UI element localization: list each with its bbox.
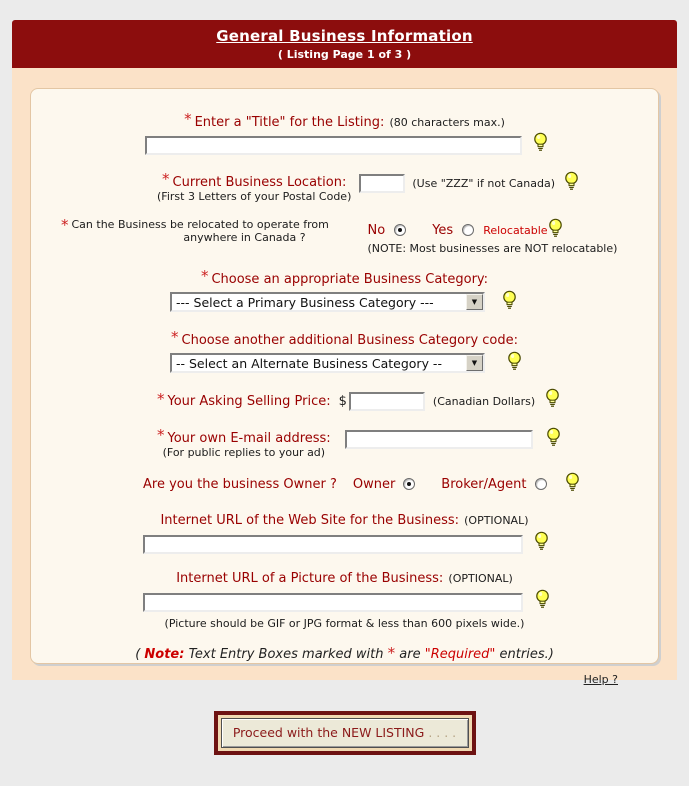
title-field-row bbox=[145, 132, 644, 158]
help-lightbulb-icon[interactable] bbox=[546, 427, 561, 447]
help-line bbox=[45, 668, 644, 687]
website-field-label-row bbox=[45, 509, 644, 528]
email-input[interactable] bbox=[345, 430, 533, 449]
website-url-input[interactable] bbox=[143, 535, 523, 554]
picture-url-input[interactable] bbox=[143, 593, 523, 612]
proceed-button-dots: . . . . bbox=[424, 725, 457, 740]
relocate-no-label: No bbox=[367, 222, 386, 238]
chevron-down-icon[interactable]: ▼ bbox=[466, 355, 483, 371]
location-field-row bbox=[157, 171, 644, 203]
picture-field-label-row bbox=[45, 567, 644, 586]
location-field-sublabel: (First 3 Letters of your Postal Code) bbox=[157, 190, 352, 203]
alternate-category-label: Choose another additional Business Category code: bbox=[181, 333, 518, 348]
alternate-category-row bbox=[170, 351, 644, 375]
owner-question-label: Are you the business Owner ? bbox=[143, 476, 337, 492]
help-lightbulb-icon[interactable] bbox=[545, 388, 560, 408]
primary-category-row bbox=[170, 290, 644, 314]
note-asterisk: * bbox=[387, 644, 396, 662]
title-field-label: Enter a "Title" for the Listing: bbox=[194, 115, 385, 130]
required-asterisk: * bbox=[200, 267, 209, 285]
help-lightbulb-icon[interactable] bbox=[564, 171, 579, 191]
help-lightbulb-icon[interactable] bbox=[507, 351, 522, 371]
relocate-question-line2: anywhere in Canada ? bbox=[183, 231, 306, 244]
title-field-hint: (80 characters max.) bbox=[389, 116, 505, 129]
note-text1: Text Entry Boxes marked with bbox=[184, 647, 388, 662]
page bbox=[12, 0, 677, 755]
price-input[interactable] bbox=[349, 392, 425, 411]
picture-field-hint: (OPTIONAL) bbox=[448, 572, 513, 585]
relocate-yes-radio[interactable] bbox=[462, 224, 474, 236]
currency-symbol: $ bbox=[338, 393, 347, 409]
location-field-label: Current Business Location: bbox=[172, 175, 347, 190]
title-input[interactable] bbox=[145, 136, 522, 155]
relocatable-link[interactable]: Relocatable bbox=[483, 223, 548, 237]
price-field-row bbox=[157, 388, 644, 414]
note-word: Note: bbox=[144, 647, 185, 662]
alternate-category-label-row bbox=[45, 329, 644, 348]
proceed-button[interactable] bbox=[221, 718, 469, 748]
owner-option-label: Owner bbox=[352, 476, 396, 492]
broker-option-label: Broker/Agent bbox=[441, 476, 527, 492]
relocate-question-line1: Can the Business be relocated to operate from bbox=[71, 218, 329, 231]
form-panel bbox=[30, 88, 659, 686]
postal-code-input[interactable] bbox=[359, 174, 405, 193]
broker-radio[interactable] bbox=[535, 478, 547, 490]
page-subtitle: ( Listing Page 1 of 3 ) bbox=[277, 48, 412, 61]
required-asterisk: * bbox=[157, 426, 165, 444]
primary-category-selected-option: --- Select a Primary Business Category --- bbox=[176, 294, 434, 310]
price-field-hint: (Canadian Dollars) bbox=[432, 394, 536, 408]
chevron-down-icon[interactable]: ▼ bbox=[466, 294, 483, 310]
picture-field-row bbox=[143, 589, 644, 615]
website-field-label: Internet URL of the Web Site for the Business: bbox=[160, 513, 460, 528]
email-field-sublabel: (For public replies to your ad) bbox=[162, 446, 326, 459]
required-asterisk: * bbox=[162, 170, 170, 188]
alternate-category-select[interactable] bbox=[170, 353, 485, 373]
help-lightbulb-icon[interactable] bbox=[534, 531, 549, 551]
help-link[interactable]: Help ? bbox=[583, 673, 618, 686]
proceed-button-frame bbox=[214, 711, 476, 755]
note-text2: are bbox=[395, 647, 425, 662]
relocate-note: (NOTE: Most businesses are NOT relocatable) bbox=[367, 242, 618, 255]
content-area bbox=[12, 68, 677, 686]
relocate-field-row bbox=[61, 218, 644, 255]
page-header bbox=[12, 20, 677, 68]
relocate-no-radio[interactable] bbox=[394, 224, 406, 236]
page-title: General Business Information bbox=[216, 27, 473, 45]
relocate-yes-label: Yes bbox=[432, 222, 454, 238]
proceed-button-label: Proceed with the NEW LISTING bbox=[232, 725, 425, 740]
required-asterisk: * bbox=[61, 216, 69, 234]
location-field-hint: (Use "ZZZ" if not Canada) bbox=[412, 176, 556, 190]
alternate-category-selected-option: -- Select an Alternate Business Category -- bbox=[176, 355, 442, 371]
note-suffix: entries.) bbox=[495, 647, 554, 662]
primary-category-select[interactable] bbox=[170, 292, 485, 312]
required-note bbox=[45, 644, 644, 662]
help-lightbulb-icon[interactable] bbox=[548, 218, 563, 238]
owner-radio[interactable] bbox=[403, 478, 415, 490]
note-required-word: "Required" bbox=[424, 647, 496, 662]
required-asterisk: * bbox=[184, 110, 192, 128]
required-asterisk: * bbox=[171, 328, 179, 346]
website-field-row bbox=[143, 531, 644, 557]
help-lightbulb-icon[interactable] bbox=[565, 472, 580, 492]
help-lightbulb-icon[interactable] bbox=[535, 589, 550, 609]
required-asterisk: * bbox=[157, 390, 165, 408]
picture-field-label: Internet URL of a Picture of the Business: bbox=[176, 571, 444, 586]
picture-field-note: (Picture should be GIF or JPG format & less than 600 pixels wide.) bbox=[164, 617, 525, 630]
website-field-hint: (OPTIONAL) bbox=[464, 514, 529, 527]
primary-category-label: Choose an appropriate Business Category: bbox=[211, 272, 489, 287]
price-field-label: Your Asking Selling Price: bbox=[167, 393, 331, 409]
title-field-label-row bbox=[45, 111, 644, 130]
primary-category-label-row bbox=[45, 268, 644, 287]
help-lightbulb-icon[interactable] bbox=[502, 290, 517, 310]
owner-field-row bbox=[143, 472, 644, 496]
email-field-row bbox=[157, 427, 644, 459]
email-field-label: Your own E-mail address: bbox=[167, 431, 331, 446]
help-lightbulb-icon[interactable] bbox=[533, 132, 548, 152]
note-prefix: ( bbox=[135, 647, 145, 662]
